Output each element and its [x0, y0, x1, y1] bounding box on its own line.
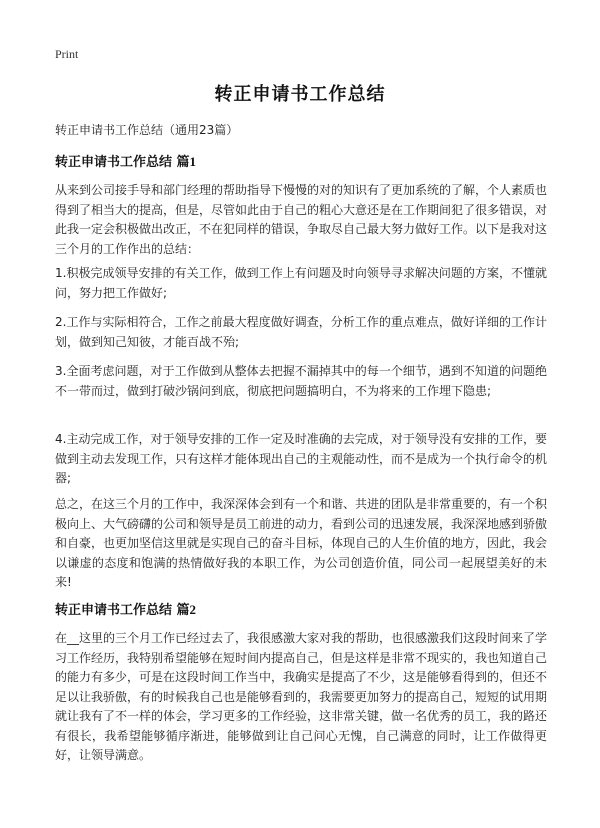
paragraph-intro: 从来到公司接手导和部门经理的帮助指导下慢慢的对的知识有了更加系统的了解，个人素质也得到了相当大的提高，但是，尽管如此由于自己的粗心大意还是在工作期间犯了很多错误，对此我一定会积极做出改正，不在犯同样的错误，争取尽自己最大努力做好工作。以下是我对这三个月的工作作出的总结：	[55, 183, 548, 256]
section-heading-number: 1	[189, 154, 197, 169]
paragraph-section-2: 在__这里的三个月工作已经过去了，我很感激大家对我的帮助，也很感激我们这段时间来了学习工作经历，我特别希望能够在短时间内提高自己，但是这样是非常不现实的，我也知道自己的能力有多少，可是在这段时间工作当中，我确实是提高了不少，这是能够看得到的，但还不足以让我骄傲，有的时候我自己也是能够看到的，我需要更加努力的提高自己，短短的试用期就让我有了不一样的体会，学习更多的工作经验，这非常关键，做一名优秀的员工，我的路还有很长，我希望能够循序渐进，能够做到让自己问心无愧，自己满意的同时，让工作做得更好，让领导满意。	[55, 631, 548, 762]
page-title: 转正申请书工作总结	[214, 84, 386, 105]
paragraph-item-4: 4.主动完成工作，对于领导安排的工作一定及时准确的去完成，对于领导没有安排的工作，要做到主动去发现工作，只有这样才能体现出自己的主观能动性，而不是成为一个执行命令的机器;	[55, 432, 548, 485]
section-heading-2	[55, 599, 196, 618]
section-heading-1	[55, 151, 196, 170]
section-heading-number: 2	[189, 602, 197, 617]
document-subtitle: 转正申请书工作总结（通用23篇）	[55, 123, 239, 137]
print-link[interactable]: Print	[55, 47, 79, 61]
section-heading-text: 转正申请书工作总结 篇	[55, 603, 190, 618]
paragraph-item-3: 3.全面考虑问题，对于工作做到从整体去把握不漏掉其中的每一个细节，遇到不知道的问题绝不一带而过，做到打破沙锅问到底，彻底把问题搞明白，不为将来的工作埋下隐患;	[55, 364, 547, 398]
paragraph-summary: 总之，在这三个月的工作中，我深深体会到有一个和谐、共进的团队是非常重要的，有一个积极向上、大气磅礴的公司和领导是员工前进的动力，看到公司的迅速发展，我深深地感到骄傲和自豪，也更加坚信这里就是实现自己的奋斗目标，体现自己的人生价值的地方，因此，我会以谦虚的态度和饱满的热情做好我的本职工作，为公司创造价值，同公司一起展望美好的未来!	[55, 497, 548, 589]
paragraph-item-2: 2.工作与实际相符合，工作之前最大程度做好调查，分析工作的重点难点，做好详细的工作计划，做到知己知彼，才能百战不殆;	[55, 315, 547, 349]
paragraph-item-1: 1.积极完成领导安排的有关工作，做到工作上有问题及时向领导寻求解决问题的方案，不懂就问，努力把工作做好;	[55, 266, 547, 300]
section-heading-text: 转正申请书工作总结 篇	[55, 155, 190, 170]
